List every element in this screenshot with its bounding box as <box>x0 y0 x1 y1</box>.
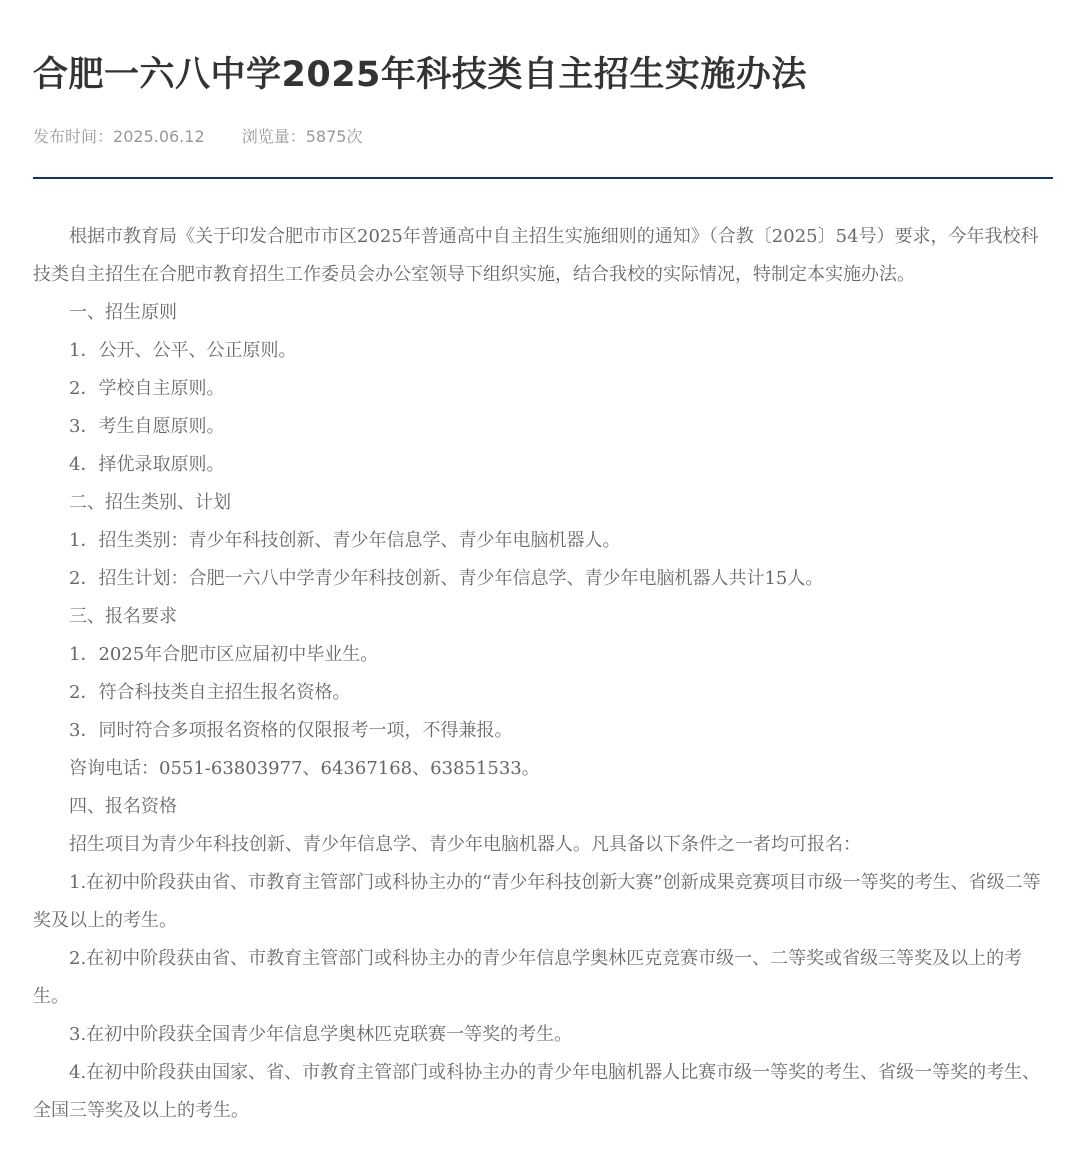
view-count-value: 5875次 <box>305 127 363 146</box>
article-section-heading: 三、报名要求 <box>69 606 177 627</box>
article-list-item: 1．2025年合肥市区应届初中毕业生。 <box>69 644 379 665</box>
article-list-item: 4．择优录取原则。 <box>69 454 225 475</box>
article-list-item: 3.在初中阶段获全国青少年信息学奥林匹克联赛一等奖的考生。 <box>69 1024 573 1045</box>
article-paragraph: 根据市教育局《关于印发合肥市市区2025年普通高中自主招生实施细则的通知》（合教〔2025〕54号）要求，今年我校科技类自主招生在合肥市教育招生工作委员会办公室领导下组织实施，结合我校的实际情况，特制定本实施办法。 <box>33 226 1039 285</box>
article-list-item: 1．招生类别：青少年科技创新、青少年信息学、青少年电脑机器人。 <box>69 530 621 551</box>
article-paragraph: 咨询电话：0551-63803977、64367168、63851533。 <box>69 758 540 779</box>
article-list-item: 3．考生自愿原则。 <box>69 416 225 437</box>
view-count <box>242 126 363 147</box>
article-list-item: 2．学校自主原则。 <box>69 378 225 399</box>
publish-time-label: 发布时间： <box>33 127 114 146</box>
title-divider <box>33 177 1053 179</box>
publish-time <box>33 126 205 147</box>
article-list-item: 2.在初中阶段获由省、市教育主管部门或科协主办的青少年信息学奥林匹克竞赛市级一、二等奖或省级三等奖及以上的考生。 <box>33 948 1023 1007</box>
view-count-label: 浏览量： <box>241 127 306 146</box>
article-meta <box>33 126 1053 147</box>
article-body <box>33 218 1053 1130</box>
article-list-item: 1.在初中阶段获由省、市教育主管部门或科协主办的“青少年科技创新大赛”创新成果竞赛项目市级一等奖的考生、省级二等奖及以上的考生。 <box>33 872 1041 931</box>
article-list-item: 2．符合科技类自主招生报名资格。 <box>69 682 351 703</box>
article-paragraph: 招生项目为青少年科技创新、青少年信息学、青少年电脑机器人。凡具备以下条件之一者均可报名： <box>69 834 861 855</box>
article-section-heading: 二、招生类别、计划 <box>69 492 231 513</box>
article-section-heading: 一、招生原则 <box>69 302 177 323</box>
article-section-heading: 四、报名资格 <box>69 796 177 817</box>
article-list-item: 1．公开、公平、公正原则。 <box>69 340 297 361</box>
article-list-item: 3．同时符合多项报名资格的仅限报考一项，不得兼报。 <box>69 720 513 741</box>
page-title: 合肥一六八中学2025年科技类自主招生实施办法 <box>33 55 807 95</box>
article-list-item: 2．招生计划：合肥一六八中学青少年科技创新、青少年信息学、青少年电脑机器人共计15人。 <box>69 568 824 589</box>
publish-time-value: 2025.06.12 <box>113 127 205 146</box>
article-list-item: 4.在初中阶段获由国家、省、市教育主管部门或科协主办的青少年电脑机器人比赛市级一等奖的考生、省级一等奖的考生、全国三等奖及以上的考生。 <box>33 1062 1041 1121</box>
